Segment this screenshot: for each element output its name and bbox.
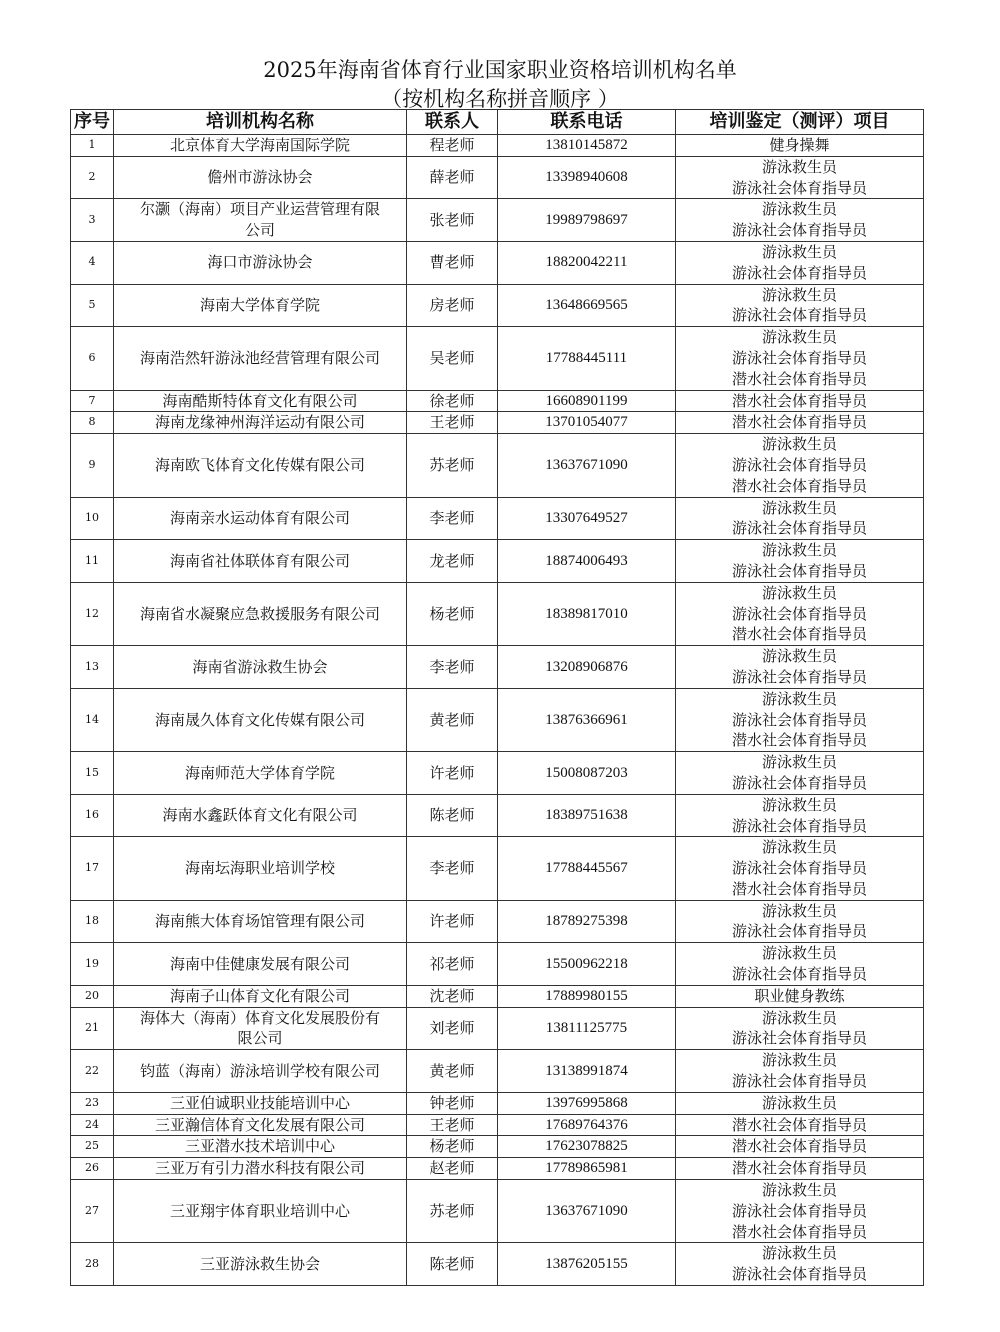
table-row bbox=[71, 1114, 924, 1136]
row-number: 5 bbox=[71, 284, 114, 327]
training-item: 潜水社会体育指导员 bbox=[731, 1115, 867, 1134]
training-items bbox=[676, 1136, 924, 1158]
training-item: 游泳救生员 bbox=[761, 498, 837, 517]
header-items: 培训鉴定（测评）项目 bbox=[676, 110, 924, 135]
training-items bbox=[676, 434, 924, 497]
phone-number: 13637671090 bbox=[498, 1180, 676, 1243]
phone-number: 13398940608 bbox=[498, 156, 676, 199]
phone-number: 13637671090 bbox=[498, 434, 676, 497]
row-number: 25 bbox=[71, 1136, 114, 1158]
org-name: 海南浩然轩游泳池经营管理有限公司 bbox=[114, 327, 407, 390]
table-row bbox=[71, 646, 924, 689]
phone-number: 18820042211 bbox=[498, 241, 676, 284]
org-name: 海口市游泳协会 bbox=[114, 241, 407, 284]
org-name: 海南欧飞体育文化传媒有限公司 bbox=[114, 434, 407, 497]
training-item: 游泳社会体育指导员 bbox=[731, 1029, 867, 1048]
row-number: 4 bbox=[71, 241, 114, 284]
table-row bbox=[71, 752, 924, 795]
org-name: 海南省社体联体育有限公司 bbox=[114, 540, 407, 583]
table-row bbox=[71, 135, 924, 157]
row-number: 18 bbox=[71, 900, 114, 943]
phone-number: 15500962218 bbox=[498, 943, 676, 986]
org-name: 海南亲水运动体育有限公司 bbox=[114, 497, 407, 540]
org-name: 海南熊大体育场馆管理有限公司 bbox=[114, 900, 407, 943]
row-number: 24 bbox=[71, 1114, 114, 1136]
institution-table bbox=[70, 109, 924, 1286]
training-item: 游泳救生员 bbox=[761, 795, 837, 814]
org-name: 海南大学体育学院 bbox=[114, 284, 407, 327]
phone-number: 17788445567 bbox=[498, 837, 676, 900]
row-number: 13 bbox=[71, 646, 114, 689]
org-name: 海南子山体育文化有限公司 bbox=[114, 985, 407, 1007]
training-items bbox=[676, 1092, 924, 1114]
contact-person: 龙老师 bbox=[407, 540, 498, 583]
training-item: 游泳救生员 bbox=[761, 1181, 837, 1200]
org-name: 海南师范大学体育学院 bbox=[114, 752, 407, 795]
table-row bbox=[71, 241, 924, 284]
training-item: 游泳社会体育指导员 bbox=[731, 922, 867, 941]
row-number: 26 bbox=[71, 1158, 114, 1180]
training-items bbox=[676, 1050, 924, 1093]
contact-person: 徐老师 bbox=[407, 390, 498, 412]
training-item: 游泳社会体育指导员 bbox=[731, 816, 867, 835]
table-row bbox=[71, 1007, 924, 1050]
row-number: 19 bbox=[71, 943, 114, 986]
training-item: 潜水社会体育指导员 bbox=[731, 731, 867, 750]
row-number: 27 bbox=[71, 1180, 114, 1243]
training-items bbox=[676, 837, 924, 900]
training-item: 潜水社会体育指导员 bbox=[731, 1222, 867, 1241]
row-number: 14 bbox=[71, 688, 114, 751]
row-number: 12 bbox=[71, 582, 114, 645]
row-number: 15 bbox=[71, 752, 114, 795]
training-item: 游泳社会体育指导员 bbox=[731, 604, 867, 623]
phone-number: 18874006493 bbox=[498, 540, 676, 583]
phone-number: 15008087203 bbox=[498, 752, 676, 795]
table-row bbox=[71, 1243, 924, 1286]
contact-person: 杨老师 bbox=[407, 582, 498, 645]
contact-person: 王老师 bbox=[407, 412, 498, 434]
table-header-row bbox=[71, 110, 924, 135]
contact-person: 房老师 bbox=[407, 284, 498, 327]
contact-person: 刘老师 bbox=[407, 1007, 498, 1050]
row-number: 9 bbox=[71, 434, 114, 497]
header-org: 培训机构名称 bbox=[114, 110, 407, 135]
table-row bbox=[71, 327, 924, 390]
training-items bbox=[676, 390, 924, 412]
training-item: 游泳社会体育指导员 bbox=[731, 221, 867, 240]
training-items bbox=[676, 156, 924, 199]
contact-person: 苏老师 bbox=[407, 1180, 498, 1243]
row-number: 7 bbox=[71, 390, 114, 412]
row-number: 23 bbox=[71, 1092, 114, 1114]
training-items bbox=[676, 412, 924, 434]
phone-number: 13876366961 bbox=[498, 688, 676, 751]
training-item: 游泳社会体育指导员 bbox=[731, 667, 867, 686]
row-number: 1 bbox=[71, 135, 114, 157]
training-item: 游泳救生员 bbox=[761, 647, 837, 666]
org-name: 钧蓝（海南）游泳培训学校有限公司 bbox=[114, 1050, 407, 1093]
training-item: 游泳社会体育指导员 bbox=[731, 348, 867, 367]
table-row bbox=[71, 900, 924, 943]
training-item: 游泳社会体育指导员 bbox=[731, 178, 867, 197]
training-item: 游泳救生员 bbox=[761, 583, 837, 602]
contact-person: 黄老师 bbox=[407, 1050, 498, 1093]
contact-person: 黄老师 bbox=[407, 688, 498, 751]
training-item: 游泳社会体育指导员 bbox=[731, 965, 867, 984]
contact-person: 杨老师 bbox=[407, 1136, 498, 1158]
row-number: 20 bbox=[71, 985, 114, 1007]
header-contact: 联系人 bbox=[407, 110, 498, 135]
org-name: 海南省游泳救生协会 bbox=[114, 646, 407, 689]
row-number: 16 bbox=[71, 794, 114, 837]
table-row bbox=[71, 582, 924, 645]
training-item: 游泳社会体育指导员 bbox=[731, 773, 867, 792]
training-item: 游泳救生员 bbox=[761, 200, 837, 219]
table-row bbox=[71, 688, 924, 751]
training-item: 游泳社会体育指导员 bbox=[731, 561, 867, 580]
training-items bbox=[676, 943, 924, 986]
training-item: 游泳社会体育指导员 bbox=[731, 519, 867, 538]
org-name: 海南龙缘神州海洋运动有限公司 bbox=[114, 412, 407, 434]
phone-number: 13810145872 bbox=[498, 135, 676, 157]
training-items bbox=[676, 1114, 924, 1136]
table-row bbox=[71, 497, 924, 540]
table-row bbox=[71, 284, 924, 327]
row-number: 11 bbox=[71, 540, 114, 583]
table-row bbox=[71, 1158, 924, 1180]
training-item: 潜水社会体育指导员 bbox=[731, 391, 867, 410]
training-item: 游泳救生员 bbox=[761, 1244, 837, 1263]
training-item: 游泳社会体育指导员 bbox=[731, 263, 867, 282]
org-name: 三亚潜水技术培训中心 bbox=[114, 1136, 407, 1158]
row-number: 3 bbox=[71, 199, 114, 242]
training-items bbox=[676, 284, 924, 327]
contact-person: 陈老师 bbox=[407, 794, 498, 837]
training-items bbox=[676, 199, 924, 242]
table-row bbox=[71, 1050, 924, 1093]
table-row bbox=[71, 1180, 924, 1243]
training-items bbox=[676, 135, 924, 157]
contact-person: 钟老师 bbox=[407, 1092, 498, 1114]
training-items bbox=[676, 752, 924, 795]
training-items bbox=[676, 794, 924, 837]
training-item: 游泳社会体育指导员 bbox=[731, 1265, 867, 1284]
training-item: 游泳救生员 bbox=[761, 157, 837, 176]
training-items bbox=[676, 1007, 924, 1050]
row-number: 22 bbox=[71, 1050, 114, 1093]
contact-person: 吴老师 bbox=[407, 327, 498, 390]
contact-person: 许老师 bbox=[407, 900, 498, 943]
training-item: 职业健身教练 bbox=[754, 986, 845, 1005]
training-items bbox=[676, 1180, 924, 1243]
training-item: 潜水社会体育指导员 bbox=[731, 879, 867, 898]
training-item: 游泳救生员 bbox=[761, 285, 837, 304]
header-no: 序号 bbox=[71, 110, 114, 135]
table-row bbox=[71, 199, 924, 242]
contact-person: 沈老师 bbox=[407, 985, 498, 1007]
contact-person: 张老师 bbox=[407, 199, 498, 242]
phone-number: 13208906876 bbox=[498, 646, 676, 689]
training-item: 潜水社会体育指导员 bbox=[731, 413, 867, 432]
org-name: 三亚伯诚职业技能培训中心 bbox=[114, 1092, 407, 1114]
org-name: 海体大（海南）体育文化发展股份有限公司 bbox=[114, 1007, 407, 1050]
phone-number: 19989798697 bbox=[498, 199, 676, 242]
training-item: 健身操舞 bbox=[769, 136, 830, 154]
contact-person: 许老师 bbox=[407, 752, 498, 795]
table-body bbox=[71, 135, 924, 1286]
training-item: 游泳社会体育指导员 bbox=[731, 1201, 867, 1220]
org-name: 儋州市游泳协会 bbox=[114, 156, 407, 199]
training-item: 游泳社会体育指导员 bbox=[731, 306, 867, 325]
training-item: 游泳救生员 bbox=[761, 689, 837, 708]
row-number: 8 bbox=[71, 412, 114, 434]
table-row bbox=[71, 412, 924, 434]
training-item: 游泳救生员 bbox=[761, 1008, 837, 1027]
row-number: 2 bbox=[71, 156, 114, 199]
training-items bbox=[676, 327, 924, 390]
org-name: 三亚游泳救生协会 bbox=[114, 1243, 407, 1286]
page-title: 2025年海南省体育行业国家职业资格培训机构名单 bbox=[263, 58, 737, 82]
training-item: 潜水社会体育指导员 bbox=[731, 476, 867, 495]
row-number: 6 bbox=[71, 327, 114, 390]
table-row bbox=[71, 1136, 924, 1158]
training-item: 游泳救生员 bbox=[761, 435, 837, 454]
org-name: 北京体育大学海南国际学院 bbox=[114, 135, 407, 157]
org-name: 海南酷斯特体育文化有限公司 bbox=[114, 390, 407, 412]
training-item: 游泳救生员 bbox=[761, 753, 837, 772]
contact-person: 李老师 bbox=[407, 646, 498, 689]
phone-number: 17789865981 bbox=[498, 1158, 676, 1180]
training-item: 潜水社会体育指导员 bbox=[731, 1137, 867, 1156]
table-row bbox=[71, 794, 924, 837]
row-number: 21 bbox=[71, 1007, 114, 1050]
row-number: 28 bbox=[71, 1243, 114, 1286]
phone-number: 18389817010 bbox=[498, 582, 676, 645]
org-name: 三亚瀚信体育文化发展有限公司 bbox=[114, 1114, 407, 1136]
phone-number: 18789275398 bbox=[498, 900, 676, 943]
training-items bbox=[676, 497, 924, 540]
table-row bbox=[71, 434, 924, 497]
training-item: 潜水社会体育指导员 bbox=[731, 369, 867, 388]
org-name: 三亚翔宇体育职业培训中心 bbox=[114, 1180, 407, 1243]
training-item: 游泳救生员 bbox=[761, 901, 837, 920]
training-items bbox=[676, 646, 924, 689]
contact-person: 李老师 bbox=[407, 497, 498, 540]
phone-number: 16608901199 bbox=[498, 390, 676, 412]
training-item: 游泳救生员 bbox=[761, 838, 837, 857]
training-item: 游泳救生员 bbox=[761, 1093, 837, 1112]
org-name: 尔灏（海南）项目产业运营管理有限公司 bbox=[114, 199, 407, 242]
table-row bbox=[71, 540, 924, 583]
contact-person: 赵老师 bbox=[407, 1158, 498, 1180]
phone-number: 13648669565 bbox=[498, 284, 676, 327]
phone-number: 17788445111 bbox=[498, 327, 676, 390]
training-item: 游泳社会体育指导员 bbox=[731, 455, 867, 474]
table-row bbox=[71, 837, 924, 900]
training-item: 游泳救生员 bbox=[761, 242, 837, 261]
table-row bbox=[71, 156, 924, 199]
phone-number: 13876205155 bbox=[498, 1243, 676, 1286]
training-item: 游泳救生员 bbox=[761, 541, 837, 560]
org-name: 海南省水凝聚应急救援服务有限公司 bbox=[114, 582, 407, 645]
org-name: 海南坛海职业培训学校 bbox=[114, 837, 407, 900]
org-name: 海南水鑫跃体育文化有限公司 bbox=[114, 794, 407, 837]
phone-number: 13811125775 bbox=[498, 1007, 676, 1050]
training-items bbox=[676, 985, 924, 1007]
training-item: 游泳救生员 bbox=[761, 328, 837, 347]
training-item: 游泳社会体育指导员 bbox=[731, 1072, 867, 1091]
phone-number: 13976995868 bbox=[498, 1092, 676, 1114]
contact-person: 苏老师 bbox=[407, 434, 498, 497]
phone-number: 18389751638 bbox=[498, 794, 676, 837]
contact-person: 李老师 bbox=[407, 837, 498, 900]
row-number: 17 bbox=[71, 837, 114, 900]
table-row bbox=[71, 1092, 924, 1114]
header-phone: 联系电话 bbox=[498, 110, 676, 135]
training-items bbox=[676, 1158, 924, 1180]
training-items bbox=[676, 540, 924, 583]
training-item: 游泳社会体育指导员 bbox=[731, 710, 867, 729]
training-item: 游泳救生员 bbox=[761, 944, 837, 963]
phone-number: 13701054077 bbox=[498, 412, 676, 434]
contact-person: 祁老师 bbox=[407, 943, 498, 986]
row-number: 10 bbox=[71, 497, 114, 540]
training-items bbox=[676, 900, 924, 943]
training-item: 游泳社会体育指导员 bbox=[731, 859, 867, 878]
training-items bbox=[676, 241, 924, 284]
training-items bbox=[676, 582, 924, 645]
training-item: 潜水社会体育指导员 bbox=[731, 1159, 867, 1178]
table-row bbox=[71, 985, 924, 1007]
table-row bbox=[71, 390, 924, 412]
contact-person: 曹老师 bbox=[407, 241, 498, 284]
contact-person: 陈老师 bbox=[407, 1243, 498, 1286]
contact-person: 王老师 bbox=[407, 1114, 498, 1136]
phone-number: 17889980155 bbox=[498, 985, 676, 1007]
org-name: 三亚万有引力潜水科技有限公司 bbox=[114, 1158, 407, 1180]
phone-number: 13307649527 bbox=[498, 497, 676, 540]
page-subtitle: （按机构名称拼音顺序 ） bbox=[381, 87, 619, 111]
training-item: 游泳救生员 bbox=[761, 1051, 837, 1070]
phone-number: 13138991874 bbox=[498, 1050, 676, 1093]
contact-person: 程老师 bbox=[407, 135, 498, 157]
training-items bbox=[676, 688, 924, 751]
phone-number: 17689764376 bbox=[498, 1114, 676, 1136]
org-name: 海南晟久体育文化传媒有限公司 bbox=[114, 688, 407, 751]
training-item: 潜水社会体育指导员 bbox=[731, 625, 867, 644]
org-name: 海南中佳健康发展有限公司 bbox=[114, 943, 407, 986]
training-items bbox=[676, 1243, 924, 1286]
table-row bbox=[71, 943, 924, 986]
phone-number: 17623078825 bbox=[498, 1136, 676, 1158]
contact-person: 薛老师 bbox=[407, 156, 498, 199]
